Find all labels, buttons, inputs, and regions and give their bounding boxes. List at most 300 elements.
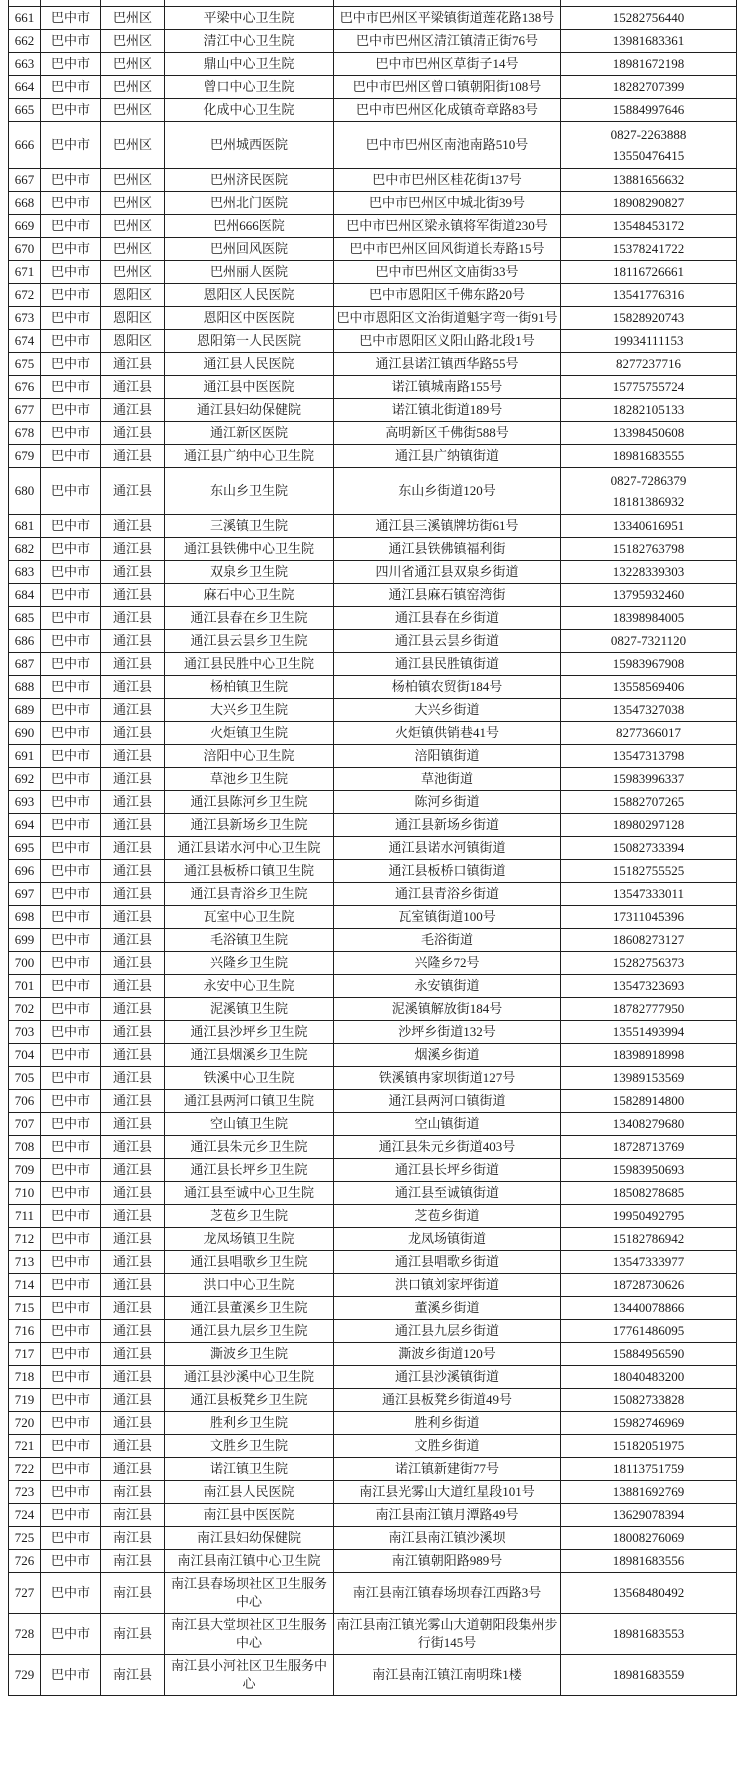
cell-hospital-name: 通江新区医院 <box>165 422 334 445</box>
cell-hospital-name: 南江县大堂坝社区卫生服务中心 <box>165 1614 334 1655</box>
cell-seq: 729 <box>9 1655 41 1696</box>
cell-address: 巴中市巴州区平梁镇街道莲花路138号 <box>334 7 561 30</box>
cell-address: 巴中市恩阳区文治街道魁字弯一街91号 <box>334 307 561 330</box>
cell-seq: 716 <box>9 1320 41 1343</box>
cell-address: 巴中市巴州区化成镇奇章路83号 <box>334 99 561 122</box>
cell-city: 巴中市 <box>41 7 101 30</box>
table-row <box>9 1228 737 1251</box>
cell-address: 通江县至诚镇街道 <box>334 1182 561 1205</box>
cell-seq: 669 <box>9 215 41 238</box>
cell-address: 巴中市恩阳区义阳山路北段1号 <box>334 330 561 353</box>
cell-district: 通江县 <box>101 929 165 952</box>
cell-district: 通江县 <box>101 837 165 860</box>
cell-address: 胜利乡街道 <box>334 1412 561 1435</box>
cell-city: 巴中市 <box>41 630 101 653</box>
cell-seq: 679 <box>9 445 41 468</box>
phone-number: 13547313798 <box>612 748 685 763</box>
phone-number: 15378241722 <box>612 241 685 256</box>
table-row <box>9 330 737 353</box>
cell-district: 通江县 <box>101 1021 165 1044</box>
cell-city: 巴中市 <box>41 1136 101 1159</box>
cell-address: 泥溪镇解放街184号 <box>334 998 561 1021</box>
cell-address: 通江县诺江镇西华路55号 <box>334 353 561 376</box>
cell-district: 通江县 <box>101 768 165 791</box>
cell-hospital-name: 曾口中心卫生院 <box>165 76 334 99</box>
cell-district: 南江县 <box>101 1550 165 1573</box>
cell-city: 巴中市 <box>41 952 101 975</box>
cell-phone <box>561 1573 737 1614</box>
cell-phone <box>561 998 737 1021</box>
cell-seq: 724 <box>9 1504 41 1527</box>
cell-phone <box>561 1435 737 1458</box>
cell-city: 巴中市 <box>41 745 101 768</box>
phone-number: 18608273127 <box>612 932 685 947</box>
phone-number: 15828914800 <box>612 1093 685 1108</box>
phone-number: 13981683361 <box>612 33 685 48</box>
cell-hospital-name: 通江县至诚中心卫生院 <box>165 1182 334 1205</box>
cell-city: 巴中市 <box>41 192 101 215</box>
cell-district: 通江县 <box>101 515 165 538</box>
cell-seq: 666 <box>9 122 41 169</box>
cell-city: 巴中市 <box>41 1090 101 1113</box>
cell-phone <box>561 1504 737 1527</box>
table-row <box>9 630 737 653</box>
cell-city: 巴中市 <box>41 837 101 860</box>
cell-address: 文胜乡街道 <box>334 1435 561 1458</box>
phone-number: 0827-7286379 <box>610 473 687 488</box>
phone-number: 18398984005 <box>612 610 685 625</box>
cell-address: 东山乡街道120号 <box>334 468 561 515</box>
cell-hospital-name: 通江县沙坪乡卫生院 <box>165 1021 334 1044</box>
cell-city: 巴中市 <box>41 561 101 584</box>
cell-hospital-name: 通江县中医医院 <box>165 376 334 399</box>
table-row <box>9 1136 737 1159</box>
table-row <box>9 76 737 99</box>
cell-phone <box>561 192 737 215</box>
cell-seq: 665 <box>9 99 41 122</box>
cell-city: 巴中市 <box>41 261 101 284</box>
cell-hospital-name: 通江县青浴乡卫生院 <box>165 883 334 906</box>
table-row <box>9 169 737 192</box>
cell-district: 通江县 <box>101 1274 165 1297</box>
cell-phone <box>561 975 737 998</box>
cell-phone <box>561 1274 737 1297</box>
cell-hospital-name: 巴州北门医院 <box>165 192 334 215</box>
cell-city: 巴中市 <box>41 1159 101 1182</box>
cell-hospital-name: 毛浴镇卫生院 <box>165 929 334 952</box>
cell-phone <box>561 1343 737 1366</box>
cell-city: 巴中市 <box>41 1021 101 1044</box>
phone-number: 13548453172 <box>612 218 685 233</box>
cell-phone <box>561 215 737 238</box>
table-row <box>9 1320 737 1343</box>
cell-city: 巴中市 <box>41 169 101 192</box>
cell-city: 巴中市 <box>41 1113 101 1136</box>
cell-address: 南江县光雾山大道红星段101号 <box>334 1481 561 1504</box>
table-row <box>9 468 737 515</box>
cell-city: 巴中市 <box>41 791 101 814</box>
cell-phone <box>561 1159 737 1182</box>
cell-address: 通江县朱元乡街道403号 <box>334 1136 561 1159</box>
cell-phone <box>561 1412 737 1435</box>
cell-seq: 703 <box>9 1021 41 1044</box>
table-row <box>9 768 737 791</box>
cell-phone <box>561 376 737 399</box>
cell-hospital-name: 泥溪镇卫生院 <box>165 998 334 1021</box>
cell-phone <box>561 169 737 192</box>
cell-seq: 718 <box>9 1366 41 1389</box>
table-row <box>9 1550 737 1573</box>
cell-phone <box>561 676 737 699</box>
cell-city: 巴中市 <box>41 1614 101 1655</box>
cell-hospital-name: 通江县陈河乡卫生院 <box>165 791 334 814</box>
phone-number: 18116726661 <box>612 264 685 279</box>
phone-number: 18981683556 <box>612 1553 685 1568</box>
cell-hospital-name: 兴隆乡卫生院 <box>165 952 334 975</box>
cell-seq: 711 <box>9 1205 41 1228</box>
cell-city: 巴中市 <box>41 538 101 561</box>
cell-district: 通江县 <box>101 607 165 630</box>
table-row <box>9 676 737 699</box>
cell-district: 巴州区 <box>101 30 165 53</box>
cell-seq: 701 <box>9 975 41 998</box>
cell-phone <box>561 1550 737 1573</box>
cell-hospital-name: 巴州丽人医院 <box>165 261 334 284</box>
phone-number: 13568480492 <box>612 1585 685 1600</box>
cell-seq: 695 <box>9 837 41 860</box>
cell-district: 通江县 <box>101 1320 165 1343</box>
phone-number: 15182763798 <box>612 541 685 556</box>
cell-seq: 710 <box>9 1182 41 1205</box>
cell-seq: 721 <box>9 1435 41 1458</box>
cell-hospital-name: 通江县铁佛中心卫生院 <box>165 538 334 561</box>
cell-seq: 681 <box>9 515 41 538</box>
cell-seq: 688 <box>9 676 41 699</box>
phone-number: 15983967908 <box>612 656 685 671</box>
cell-address: 通江县板凳乡街道49号 <box>334 1389 561 1412</box>
cell-phone <box>561 699 737 722</box>
table-row <box>9 122 737 169</box>
cell-phone <box>561 1113 737 1136</box>
cell-district: 通江县 <box>101 975 165 998</box>
phone-number: 18981683553 <box>612 1626 685 1641</box>
cell-district: 通江县 <box>101 952 165 975</box>
table-row <box>9 1251 737 1274</box>
cell-district: 通江县 <box>101 1458 165 1481</box>
table-row <box>9 814 737 837</box>
cell-phone <box>561 261 737 284</box>
cell-seq: 712 <box>9 1228 41 1251</box>
cell-phone <box>561 1228 737 1251</box>
cell-address: 通江县广纳镇街道 <box>334 445 561 468</box>
cell-hospital-name: 杨柏镇卫生院 <box>165 676 334 699</box>
cell-city: 巴中市 <box>41 422 101 445</box>
cell-seq: 673 <box>9 307 41 330</box>
cell-city: 巴中市 <box>41 975 101 998</box>
cell-district: 通江县 <box>101 1251 165 1274</box>
cell-phone <box>561 515 737 538</box>
phone-number: 18398918998 <box>612 1047 685 1062</box>
table-row <box>9 1435 737 1458</box>
table-row <box>9 952 737 975</box>
table-row <box>9 837 737 860</box>
table-row <box>9 561 737 584</box>
cell-hospital-name: 通江县九层乡卫生院 <box>165 1320 334 1343</box>
cell-address: 芝苞乡街道 <box>334 1205 561 1228</box>
cell-seq: 722 <box>9 1458 41 1481</box>
cell-phone <box>561 1481 737 1504</box>
table-row <box>9 1113 737 1136</box>
phone-number: 18008276069 <box>612 1530 685 1545</box>
cell-city: 巴中市 <box>41 76 101 99</box>
cell-city: 巴中市 <box>41 238 101 261</box>
cell-district: 通江县 <box>101 445 165 468</box>
table-row <box>9 376 737 399</box>
cell-seq: 664 <box>9 76 41 99</box>
phone-number: 15775755724 <box>612 379 685 394</box>
phone-number: 13340616951 <box>612 518 685 533</box>
cell-seq: 704 <box>9 1044 41 1067</box>
cell-district: 巴州区 <box>101 238 165 261</box>
table-row <box>9 30 737 53</box>
cell-district: 通江县 <box>101 1297 165 1320</box>
cell-phone <box>561 238 737 261</box>
table-row <box>9 1044 737 1067</box>
cell-seq: 691 <box>9 745 41 768</box>
cell-hospital-name: 东山乡卫生院 <box>165 468 334 515</box>
table-row <box>9 261 737 284</box>
cell-phone <box>561 929 737 952</box>
phone-number: 15182786942 <box>612 1231 685 1246</box>
cell-hospital-name: 通江县烟溪乡卫生院 <box>165 1044 334 1067</box>
cell-phone <box>561 1614 737 1655</box>
cell-phone <box>561 30 737 53</box>
phone-number: 15828920743 <box>612 310 685 325</box>
cell-district: 通江县 <box>101 653 165 676</box>
cell-hospital-name: 南江县妇幼保健院 <box>165 1527 334 1550</box>
table-row <box>9 653 737 676</box>
cell-district: 南江县 <box>101 1573 165 1614</box>
cell-phone <box>561 330 737 353</box>
cell-district: 巴州区 <box>101 53 165 76</box>
cell-hospital-name: 化成中心卫生院 <box>165 99 334 122</box>
cell-city: 巴中市 <box>41 122 101 169</box>
table-row <box>9 860 737 883</box>
phone-number: 13547333977 <box>612 1254 685 1269</box>
table-row <box>9 1159 737 1182</box>
cell-district: 通江县 <box>101 1067 165 1090</box>
cell-district: 通江县 <box>101 1205 165 1228</box>
cell-hospital-name: 巴州城西医院 <box>165 122 334 169</box>
cell-city: 巴中市 <box>41 1550 101 1573</box>
cell-city: 巴中市 <box>41 883 101 906</box>
cell-address: 空山镇街道 <box>334 1113 561 1136</box>
cell-district: 通江县 <box>101 468 165 515</box>
cell-address: 南江县南江镇月潭路49号 <box>334 1504 561 1527</box>
table-row <box>9 284 737 307</box>
table-row <box>9 1021 737 1044</box>
cell-phone <box>561 952 737 975</box>
cell-hospital-name: 南江县南江镇中心卫生院 <box>165 1550 334 1573</box>
cell-phone <box>561 122 737 169</box>
phone-number: 18981672198 <box>612 56 685 71</box>
table-row <box>9 975 737 998</box>
cell-phone <box>561 1182 737 1205</box>
cell-city: 巴中市 <box>41 1458 101 1481</box>
cell-seq: 699 <box>9 929 41 952</box>
cell-phone <box>561 1458 737 1481</box>
cell-district: 通江县 <box>101 722 165 745</box>
cell-hospital-name: 铁溪中心卫生院 <box>165 1067 334 1090</box>
cell-phone <box>561 1297 737 1320</box>
cell-district: 通江县 <box>101 883 165 906</box>
phone-number: 18728713769 <box>612 1139 685 1154</box>
cell-hospital-name: 巴州回风医院 <box>165 238 334 261</box>
phone-number: 18782777950 <box>612 1001 685 1016</box>
table-row <box>9 1412 737 1435</box>
cell-district: 通江县 <box>101 814 165 837</box>
cell-address: 烟溪乡街道 <box>334 1044 561 1067</box>
phone-number: 18981683559 <box>612 1667 685 1682</box>
phone-number: 17761486095 <box>612 1323 685 1338</box>
phone-number: 13541776316 <box>612 287 685 302</box>
cell-hospital-name: 双泉乡卫生院 <box>165 561 334 584</box>
cell-phone <box>561 53 737 76</box>
cell-address: 巴中市巴州区草街子14号 <box>334 53 561 76</box>
cell-city: 巴中市 <box>41 376 101 399</box>
cell-hospital-name: 恩阳区人民医院 <box>165 284 334 307</box>
cell-address: 巴中市巴州区梁永镇将军街道230号 <box>334 215 561 238</box>
cell-seq: 667 <box>9 169 41 192</box>
phone-number: 19934111153 <box>613 333 684 348</box>
cell-phone <box>561 1389 737 1412</box>
phone-number: 13398450608 <box>612 425 685 440</box>
table-row <box>9 1573 737 1614</box>
cell-seq: 675 <box>9 353 41 376</box>
cell-district: 恩阳区 <box>101 330 165 353</box>
cell-address: 通江县两河口镇街道 <box>334 1090 561 1113</box>
table-row <box>9 353 737 376</box>
phone-number: 13881692769 <box>612 1484 685 1499</box>
table-row <box>9 445 737 468</box>
cell-seq: 709 <box>9 1159 41 1182</box>
cell-city: 巴中市 <box>41 330 101 353</box>
cell-seq: 680 <box>9 468 41 515</box>
phone-number: 17311045396 <box>612 909 685 924</box>
phone-number: 13547333011 <box>612 886 685 901</box>
cell-district: 通江县 <box>101 860 165 883</box>
cell-district: 巴州区 <box>101 261 165 284</box>
cell-address: 铁溪镇冉家坝街道127号 <box>334 1067 561 1090</box>
cell-seq: 728 <box>9 1614 41 1655</box>
cell-address: 通江县诺水河镇街道 <box>334 837 561 860</box>
phone-number: 15182051975 <box>612 1438 685 1453</box>
cell-district: 通江县 <box>101 699 165 722</box>
cell-district: 巴州区 <box>101 7 165 30</box>
cell-city: 巴中市 <box>41 1366 101 1389</box>
cell-address: 诺江镇北街道189号 <box>334 399 561 422</box>
cell-address: 南江镇朝阳路989号 <box>334 1550 561 1573</box>
cell-hospital-name: 芝苞乡卫生院 <box>165 1205 334 1228</box>
phone-number: 13547323693 <box>612 978 685 993</box>
cell-district: 通江县 <box>101 561 165 584</box>
table-row <box>9 929 737 952</box>
phone-number: 8277237716 <box>616 356 681 371</box>
cell-seq: 670 <box>9 238 41 261</box>
cell-seq: 674 <box>9 330 41 353</box>
cell-city: 巴中市 <box>41 515 101 538</box>
cell-seq: 685 <box>9 607 41 630</box>
cell-district: 通江县 <box>101 399 165 422</box>
table-row <box>9 607 737 630</box>
cell-district: 通江县 <box>101 538 165 561</box>
cell-seq: 661 <box>9 7 41 30</box>
cell-address: 陈河乡街道 <box>334 791 561 814</box>
cell-address: 南江县南江镇沙溪坝 <box>334 1527 561 1550</box>
cell-city: 巴中市 <box>41 998 101 1021</box>
cell-seq: 692 <box>9 768 41 791</box>
phone-number: 8277366017 <box>616 725 681 740</box>
cell-address: 南江县南江镇江南明珠1楼 <box>334 1655 561 1696</box>
cell-hospital-name: 文胜乡卫生院 <box>165 1435 334 1458</box>
cell-city: 巴中市 <box>41 1655 101 1696</box>
cell-seq: 698 <box>9 906 41 929</box>
cell-phone <box>561 307 737 330</box>
cell-phone <box>561 1021 737 1044</box>
cell-city: 巴中市 <box>41 699 101 722</box>
cell-address: 通江县九层乡街道 <box>334 1320 561 1343</box>
cell-seq: 677 <box>9 399 41 422</box>
table-row <box>9 1274 737 1297</box>
cell-district: 通江县 <box>101 1228 165 1251</box>
cell-phone <box>561 1205 737 1228</box>
table-row <box>9 1614 737 1655</box>
phone-number: 15082733828 <box>612 1392 685 1407</box>
cell-address: 通江县铁佛镇福利街 <box>334 538 561 561</box>
phone-number: 18181386932 <box>612 494 685 509</box>
cell-phone <box>561 1655 737 1696</box>
cell-seq: 687 <box>9 653 41 676</box>
table-row <box>9 906 737 929</box>
table-row <box>9 1297 737 1320</box>
cell-city: 巴中市 <box>41 1182 101 1205</box>
cell-hospital-name: 通江县云昙乡卫生院 <box>165 630 334 653</box>
cell-phone <box>561 1251 737 1274</box>
cell-address: 通江县民胜镇街道 <box>334 653 561 676</box>
cell-phone <box>561 745 737 768</box>
cell-district: 南江县 <box>101 1481 165 1504</box>
cell-city: 巴中市 <box>41 399 101 422</box>
phone-number: 15882707265 <box>612 794 685 809</box>
cell-phone <box>561 99 737 122</box>
cell-phone <box>561 561 737 584</box>
cell-address: 巴中市巴州区清江镇清正街76号 <box>334 30 561 53</box>
cell-phone <box>561 906 737 929</box>
cell-district: 巴州区 <box>101 122 165 169</box>
hospital-table <box>8 0 737 1696</box>
table-row <box>9 399 737 422</box>
cell-district: 通江县 <box>101 1182 165 1205</box>
table-row <box>9 699 737 722</box>
cell-city: 巴中市 <box>41 1435 101 1458</box>
cell-city: 巴中市 <box>41 1228 101 1251</box>
cell-city: 巴中市 <box>41 607 101 630</box>
cell-address: 巴中市恩阳区千佛东路20号 <box>334 284 561 307</box>
phone-number: 13440078866 <box>612 1300 685 1315</box>
cell-hospital-name: 通江县朱元乡卫生院 <box>165 1136 334 1159</box>
phone-number: 15983996337 <box>612 771 685 786</box>
cell-hospital-name: 胜利乡卫生院 <box>165 1412 334 1435</box>
